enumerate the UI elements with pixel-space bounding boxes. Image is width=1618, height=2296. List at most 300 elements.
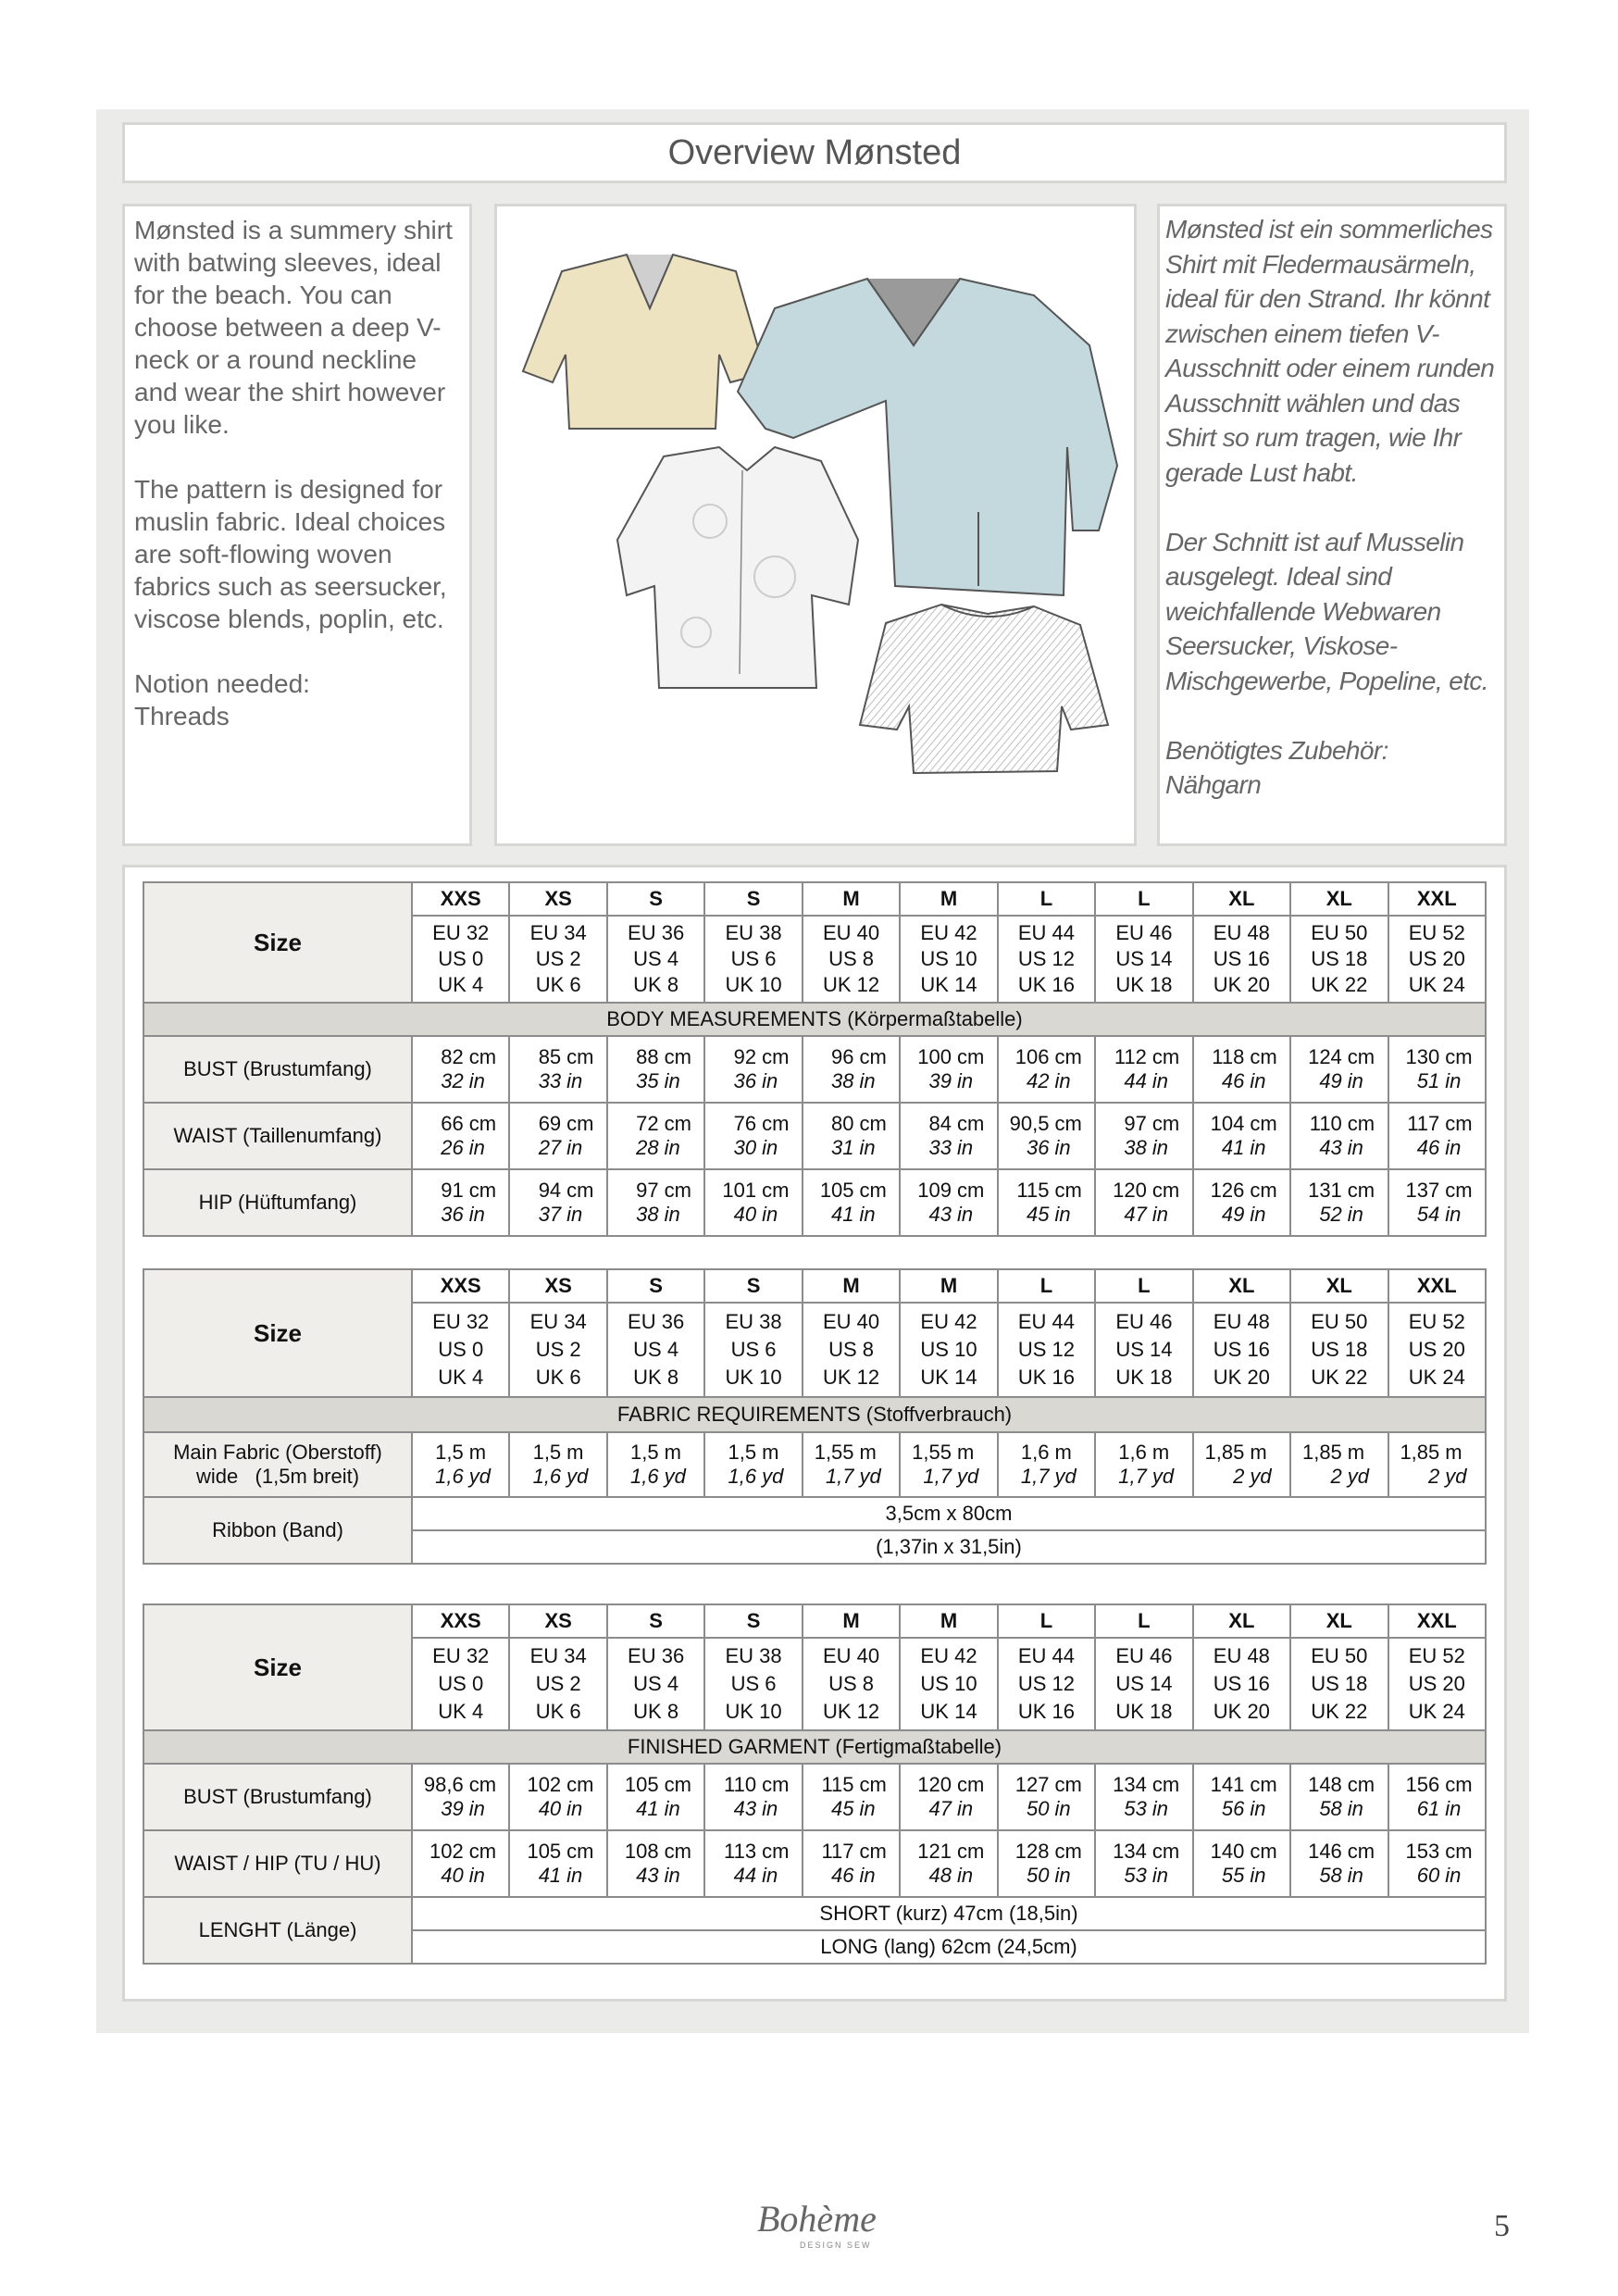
length-short: SHORT (kurz) 47cm (18,5in) (412, 1897, 1486, 1930)
value-unit: in (762, 1136, 778, 1159)
size-intl-cell (607, 916, 704, 1003)
metric-value (999, 1179, 1094, 1203)
value-number: 128 (1014, 1840, 1050, 1863)
value-number: 105 (819, 1179, 854, 1202)
imperial-value (1389, 1465, 1485, 1489)
value-number: 97 (1124, 1112, 1147, 1135)
size-us: US 2 (535, 947, 581, 970)
size-us: US 20 (1408, 947, 1465, 970)
size-uk: UK 18 (1115, 1700, 1173, 1723)
value-unit: m (566, 1441, 584, 1464)
value-number: 1,6 (630, 1465, 659, 1488)
value-number: 58 (1319, 1797, 1342, 1820)
section-row (143, 1397, 1486, 1432)
imperial-value (1291, 1069, 1387, 1093)
metric-value (413, 1179, 508, 1203)
ribbon-row (143, 1497, 1486, 1530)
metric-value (413, 1045, 508, 1069)
size-intl-cell (1388, 1638, 1486, 1730)
metric-value (1291, 1045, 1387, 1069)
value-unit: cm (1445, 1840, 1473, 1863)
measure-cell (1095, 1764, 1192, 1830)
value-unit: in (1250, 1069, 1266, 1092)
measure-cell (509, 1169, 606, 1236)
value-number: 108 (624, 1840, 659, 1863)
size-intl-cell (1290, 1303, 1388, 1397)
value-unit: cm (468, 1840, 497, 1863)
value-number: 44 (1124, 1069, 1147, 1092)
value-unit: in (566, 1069, 583, 1092)
metric-value (608, 1441, 703, 1465)
value-unit: cm (566, 1179, 594, 1202)
size-code-cell: S (704, 1269, 802, 1303)
size-eu: EU 48 (1213, 921, 1270, 944)
value-number: 76 (733, 1112, 757, 1135)
row-label-length: LENGHT (Länge) (143, 1897, 412, 1964)
length-long: LONG (lang) 62cm (24,5cm) (412, 1930, 1486, 1964)
value-unit: cm (1054, 1840, 1082, 1863)
size-uk: UK 6 (535, 973, 581, 996)
measure-cell (412, 1432, 509, 1497)
value-number: 39 (928, 1069, 952, 1092)
value-number: 51 (1416, 1069, 1440, 1092)
measure-row (143, 1764, 1486, 1830)
size-us: US 16 (1213, 1338, 1270, 1361)
measure-row (143, 1169, 1486, 1236)
imperial-value (705, 1136, 801, 1160)
value-number: 61 (1416, 1797, 1440, 1820)
value-number: 27 (538, 1136, 562, 1159)
value-unit: yd (859, 1465, 881, 1488)
measure-cell (1388, 1169, 1486, 1236)
size-eu: EU 48 (1213, 1644, 1270, 1667)
value-number: 97 (636, 1179, 659, 1202)
value-number: 124 (1308, 1045, 1342, 1068)
value-unit: cm (468, 1112, 497, 1135)
size-us: US 2 (535, 1672, 581, 1695)
measure-cell (704, 1169, 802, 1236)
imperial-value (999, 1465, 1094, 1489)
imperial-value (803, 1797, 899, 1821)
imperial-value (413, 1797, 508, 1821)
size-eu: EU 38 (725, 1310, 782, 1333)
garment-illustration (497, 206, 1134, 843)
imperial-value (999, 1069, 1094, 1093)
size-uk: UK 24 (1408, 1366, 1465, 1389)
size-eu: EU 32 (432, 1310, 490, 1333)
value-unit: in (859, 1864, 876, 1887)
size-intl-cell (998, 1638, 1095, 1730)
size-eu: EU 40 (822, 1644, 880, 1667)
value-number: 91 (441, 1179, 464, 1202)
value-unit: cm (468, 1179, 497, 1202)
description-english-text: Mønsted is a summery shirt with batwing sleeves, ideal for the beach. You can choose between a deep V-neck or a round neckline and wear the shirt however you like. The pattern is designed for muslin fabric. Ideal choices are soft-flowing woven fabrics such as seersucker, viscose blends, poplin, etc. Notion needed: Threads (134, 216, 453, 730)
size-us: US 4 (633, 1672, 679, 1695)
size-eu: EU 52 (1408, 1644, 1465, 1667)
measure-cell (1290, 1103, 1388, 1169)
value-unit: cm (1445, 1045, 1473, 1068)
size-uk: UK 20 (1213, 1366, 1270, 1389)
value-number: 45 (1026, 1203, 1050, 1226)
metric-value (999, 1441, 1094, 1465)
size-eu: EU 52 (1408, 921, 1465, 944)
measure-cell (1290, 1432, 1388, 1497)
value-number: 55 (1221, 1864, 1245, 1887)
size-eu: EU 50 (1311, 921, 1368, 944)
value-number: 50 (1026, 1797, 1050, 1820)
value-unit: in (1445, 1203, 1462, 1226)
imperial-value (1194, 1203, 1289, 1227)
metric-value (1096, 1441, 1191, 1465)
size-code-cell: M (803, 1604, 900, 1638)
size-uk: UK 14 (920, 973, 977, 996)
metric-value (1291, 1112, 1387, 1136)
value-number: 105 (527, 1840, 562, 1863)
imperial-value (1389, 1797, 1485, 1821)
row-label: WAIST (Taillenumfang) (143, 1103, 412, 1169)
size-us: US 0 (438, 947, 484, 970)
value-number: 39 (441, 1797, 464, 1820)
imperial-value (413, 1864, 508, 1888)
value-number: 53 (1124, 1797, 1147, 1820)
value-number: 72 (636, 1112, 659, 1135)
value-number: 56 (1221, 1797, 1245, 1820)
measure-cell (1193, 1764, 1290, 1830)
value-number: 26 (441, 1136, 464, 1159)
imperial-value (705, 1069, 801, 1093)
value-unit: cm (664, 1045, 691, 1068)
value-unit: yd (1151, 1465, 1175, 1488)
size-code-cell: XL (1193, 1269, 1290, 1303)
size-intl-cell (803, 916, 900, 1003)
value-number: 102 (527, 1773, 562, 1796)
value-unit: m (1347, 1441, 1365, 1464)
value-unit: in (1347, 1136, 1363, 1159)
value-number: 131 (1308, 1179, 1342, 1202)
measure-cell (803, 1169, 900, 1236)
value-unit: cm (956, 1179, 985, 1202)
value-unit: cm (859, 1045, 887, 1068)
description-german-text: Mønsted ist ein sommerliches Shirt mit Fledermausärmeln, ideal für den Strand. Ihr könnt zwischen einem tiefen V-Ausschnitt oder einem runden Ausschnitt wählen und das Shirt so rum tragen, wie Ihr gerade Lust habt. Der Schnitt ist auf Musselin ausgelegt. Ideal sind weichfallende Webwaren Seersucker, Viskose-Mischgewerbe, Popeline, etc. Benötigtes Zubehör: Nähgarn (1165, 215, 1495, 799)
value-number: 52 (1319, 1203, 1342, 1226)
measure-cell (607, 1169, 704, 1236)
value-number: 121 (917, 1840, 952, 1863)
value-number: 44 (733, 1864, 757, 1887)
imperial-value (608, 1069, 703, 1093)
value-number: 1,85 (1301, 1441, 1342, 1464)
size-intl-cell (412, 1638, 509, 1730)
value-unit: in (1445, 1069, 1462, 1092)
size-uk: UK 10 (725, 973, 782, 996)
metric-value (608, 1112, 703, 1136)
imperial-value (999, 1136, 1094, 1160)
size-code-cell: XL (1193, 882, 1290, 916)
size-intl-cell (803, 1303, 900, 1397)
size-intl-cell (1388, 916, 1486, 1003)
size-uk: UK 14 (920, 1700, 977, 1723)
value-number: 40 (733, 1203, 757, 1226)
value-number: 38 (636, 1203, 659, 1226)
value-number: 96 (831, 1045, 854, 1068)
value-unit: in (859, 1203, 876, 1226)
value-number: 49 (1319, 1069, 1342, 1092)
value-unit: cm (956, 1840, 985, 1863)
value-unit: in (859, 1069, 876, 1092)
measure-cell (509, 1432, 606, 1497)
value-number: 130 (1405, 1045, 1440, 1068)
value-number: 1,5 (728, 1441, 757, 1464)
metric-value (608, 1840, 703, 1864)
value-unit: cm (1347, 1045, 1375, 1068)
body-measurements-table (143, 881, 1487, 1237)
value-unit: in (1151, 1069, 1169, 1092)
value-unit: cm (1054, 1045, 1082, 1068)
value-unit: in (956, 1203, 974, 1226)
size-intl-cell (900, 1638, 997, 1730)
value-number: 156 (1405, 1773, 1440, 1796)
size-us: US 2 (535, 1338, 581, 1361)
value-number: 106 (1014, 1045, 1050, 1068)
size-eu: EU 48 (1213, 1310, 1270, 1333)
garment-illustration-box (494, 204, 1137, 846)
measure-cell (803, 1830, 900, 1897)
value-unit: in (762, 1797, 778, 1820)
value-unit: in (956, 1797, 974, 1820)
value-number: 48 (928, 1864, 952, 1887)
size-eu: EU 36 (628, 1644, 685, 1667)
value-unit: cm (1054, 1773, 1082, 1796)
size-us: US 12 (1017, 947, 1076, 970)
value-unit: in (1347, 1203, 1363, 1226)
size-intl-cell (1290, 916, 1388, 1003)
value-unit: in (762, 1069, 778, 1092)
imperial-value (901, 1136, 996, 1160)
metric-value (608, 1773, 703, 1797)
value-unit: cm (664, 1112, 691, 1135)
imperial-value (413, 1203, 508, 1227)
value-number: 46 (831, 1864, 854, 1887)
size-code-row (143, 882, 1486, 916)
value-unit: in (762, 1864, 778, 1887)
imperial-value (803, 1203, 899, 1227)
size-intl-cell (998, 1303, 1095, 1397)
imperial-value (413, 1136, 508, 1160)
size-us: US 18 (1311, 1338, 1368, 1361)
value-unit: cm (762, 1045, 790, 1068)
value-unit: in (566, 1864, 583, 1887)
measure-cell (412, 1169, 509, 1236)
value-unit: cm (1445, 1112, 1473, 1135)
metric-value (608, 1179, 703, 1203)
size-code-cell: XS (509, 1604, 606, 1638)
imperial-value (705, 1203, 801, 1227)
value-unit: in (1347, 1797, 1363, 1820)
size-code-cell: XL (1193, 1604, 1290, 1638)
measure-cell (1095, 1036, 1192, 1103)
value-number: 101 (722, 1179, 757, 1202)
size-uk: UK 18 (1115, 1366, 1173, 1389)
value-unit: cm (1151, 1773, 1180, 1796)
value-unit: in (956, 1864, 974, 1887)
value-number: 58 (1319, 1864, 1342, 1887)
value-number: 80 (831, 1112, 854, 1135)
value-number: 42 (1026, 1069, 1050, 1092)
value-number: 1,55 (814, 1441, 854, 1464)
measure-cell (1388, 1103, 1486, 1169)
size-eu: EU 36 (628, 921, 685, 944)
measure-cell (1193, 1103, 1290, 1169)
metric-value (803, 1840, 899, 1864)
size-us: US 18 (1311, 947, 1368, 970)
value-unit: in (1445, 1797, 1462, 1820)
value-number: 28 (636, 1136, 659, 1159)
value-unit: in (1151, 1136, 1169, 1159)
measure-cell (1193, 1036, 1290, 1103)
value-number: 1,85 (1204, 1441, 1245, 1464)
imperial-value (1389, 1136, 1485, 1160)
value-unit: cm (566, 1773, 594, 1796)
value-number: 94 (538, 1179, 562, 1202)
size-code-row (143, 1269, 1486, 1303)
value-number: 50 (1026, 1864, 1050, 1887)
measure-cell (998, 1103, 1095, 1169)
section-title: BODY MEASUREMENTS (Körpermaßtabelle) (143, 1003, 1486, 1036)
size-eu: EU 46 (1115, 921, 1173, 944)
imperial-value (1096, 1069, 1191, 1093)
value-unit: in (468, 1069, 485, 1092)
size-uk: UK 14 (920, 1366, 977, 1389)
imperial-value (901, 1203, 996, 1227)
value-number: 38 (1124, 1136, 1147, 1159)
value-unit: cm (762, 1179, 790, 1202)
size-intl-cell (803, 1638, 900, 1730)
value-number: 127 (1014, 1773, 1050, 1796)
metric-value (1096, 1179, 1191, 1203)
imperial-value (999, 1797, 1094, 1821)
boheme-logo (752, 2190, 881, 2255)
measure-cell (900, 1103, 997, 1169)
size-intl-cell (704, 1638, 802, 1730)
value-number: 2 (1233, 1465, 1245, 1488)
value-unit: cm (1250, 1773, 1277, 1796)
size-code-cell: XXL (1388, 882, 1486, 916)
value-unit: in (664, 1797, 680, 1820)
size-us: US 12 (1017, 1338, 1076, 1361)
size-uk: UK 16 (1017, 1700, 1076, 1723)
size-uk: UK 10 (725, 1366, 782, 1389)
value-number: 117 (821, 1840, 854, 1863)
metric-value (1096, 1773, 1191, 1797)
value-unit: m (664, 1441, 681, 1464)
size-intl-cell (412, 1303, 509, 1397)
description-german (1157, 204, 1507, 846)
metric-value (1291, 1773, 1387, 1797)
value-unit: in (566, 1136, 583, 1159)
size-uk: UK 8 (633, 973, 679, 996)
imperial-value (1389, 1069, 1485, 1093)
imperial-value (999, 1203, 1094, 1227)
value-number: 88 (636, 1045, 659, 1068)
imperial-value (608, 1797, 703, 1821)
value-number: 30 (733, 1136, 757, 1159)
size-uk: UK 16 (1017, 973, 1076, 996)
size-eu: EU 42 (920, 921, 977, 944)
imperial-value (1194, 1136, 1289, 1160)
size-intl-cell (1193, 1303, 1290, 1397)
value-unit: cm (1347, 1112, 1375, 1135)
size-code-row (143, 1604, 1486, 1638)
metric-value (413, 1441, 508, 1465)
size-uk: UK 8 (633, 1366, 679, 1389)
value-number: 112 (1114, 1045, 1147, 1068)
value-number: 1,6 (532, 1465, 562, 1488)
value-number: 1,6 (728, 1465, 757, 1488)
value-number: 41 (1221, 1136, 1245, 1159)
value-unit: in (664, 1136, 680, 1159)
measure-cell (704, 1036, 802, 1103)
measure-cell (803, 1432, 900, 1497)
size-us: US 14 (1115, 1672, 1173, 1695)
value-number: 33 (928, 1136, 952, 1159)
size-code-cell: XXS (412, 1604, 509, 1638)
metric-value (1194, 1179, 1289, 1203)
metric-value (510, 1045, 605, 1069)
value-number: 36 (733, 1069, 757, 1092)
size-code-cell: XS (509, 882, 606, 916)
value-number: 41 (538, 1864, 562, 1887)
value-unit: in (1250, 1136, 1266, 1159)
main-fabric-label: Main Fabric (Oberstoff) (173, 1441, 382, 1464)
imperial-value (901, 1465, 996, 1489)
size-eu: EU 42 (920, 1644, 977, 1667)
metric-value (999, 1112, 1094, 1136)
measure-cell (1193, 1830, 1290, 1897)
size-eu: EU 38 (725, 1644, 782, 1667)
value-unit: yd (566, 1465, 589, 1488)
size-us: US 8 (828, 1338, 874, 1361)
size-intl-cell (1095, 1303, 1192, 1397)
value-number: 2 (1428, 1465, 1440, 1488)
measure-cell (803, 1036, 900, 1103)
size-us: US 14 (1115, 947, 1173, 970)
size-us: US 6 (730, 1338, 777, 1361)
size-eu: EU 52 (1408, 1310, 1465, 1333)
imperial-value (1194, 1465, 1289, 1489)
metric-value (901, 1840, 996, 1864)
value-number: 2 (1330, 1465, 1342, 1488)
imperial-value (1194, 1069, 1289, 1093)
value-number: 32 (441, 1069, 464, 1092)
value-unit: cm (1054, 1179, 1082, 1202)
size-code-cell: M (803, 882, 900, 916)
value-number: 43 (733, 1797, 757, 1820)
value-unit: in (1151, 1203, 1169, 1226)
size-intl-cell (1193, 1638, 1290, 1730)
metric-value (803, 1773, 899, 1797)
size-code-cell: M (803, 1269, 900, 1303)
size-uk: UK 12 (822, 1700, 880, 1723)
size-code-cell: L (998, 1269, 1095, 1303)
imperial-value (413, 1069, 508, 1093)
value-unit: in (956, 1069, 974, 1092)
size-uk: UK 12 (822, 1366, 880, 1389)
imperial-value (1194, 1864, 1289, 1888)
measure-cell (509, 1036, 606, 1103)
size-eu: EU 44 (1017, 1644, 1076, 1667)
logo-text: Bohème (757, 2198, 877, 2240)
value-number: 102 (429, 1840, 464, 1863)
size-uk: UK 4 (438, 973, 484, 996)
